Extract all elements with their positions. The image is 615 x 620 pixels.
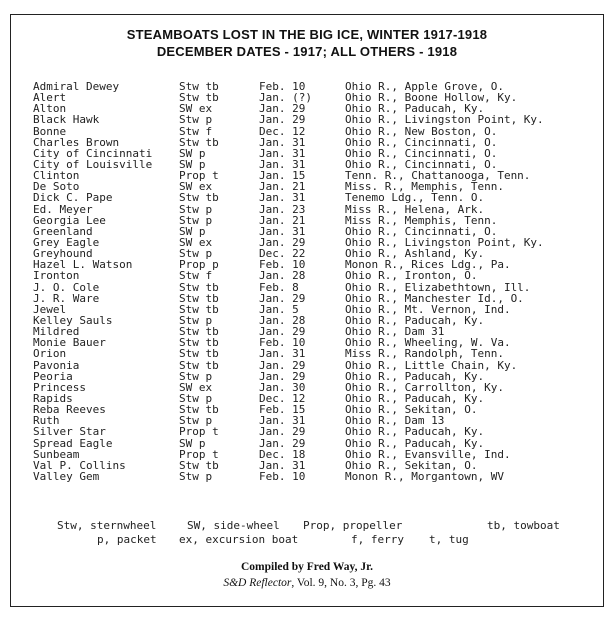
loss-date: Jan. 31 — [259, 414, 306, 428]
loss-location: Ohio R., Paducah, Ky. — [345, 102, 485, 116]
boat-row — [33, 192, 603, 203]
loss-location: Ohio R., Cincinnati, O. — [345, 157, 498, 171]
boat-name: Kelley Sauls — [33, 313, 113, 327]
legend-prop: Prop, propeller — [303, 519, 403, 532]
loss-date: Jan. 21 — [259, 213, 306, 227]
loss-location: Ohio R., New Boston, O. — [345, 124, 498, 138]
boat-row — [33, 181, 603, 192]
loss-location: Ohio R., Ashland, Ky. — [345, 247, 485, 261]
boat-row — [33, 293, 603, 304]
boat-name: De Soto — [33, 180, 80, 194]
loss-location: Ohio R., Paducah, Ky. — [345, 369, 485, 383]
loss-location: Ohio R., Carrollton, Ky. — [345, 380, 504, 394]
boat-row — [33, 237, 603, 248]
boat-name: Alert — [33, 91, 67, 105]
loss-date: Jan. 5 — [259, 302, 299, 316]
boat-name: Dick C. Pape — [33, 191, 113, 205]
loss-location: Miss R., Randolph, Tenn. — [345, 347, 504, 361]
boat-type: Stw tb — [179, 347, 219, 361]
loss-location: Ohio R., Manchester Id., O. — [345, 291, 524, 305]
boat-name: Sunbeam — [33, 447, 80, 461]
loss-location: Monon R., Rices Ldg., Pa. — [345, 258, 511, 272]
boat-name: City of Cincinnati — [33, 146, 153, 160]
loss-date: Jan. 29 — [259, 436, 306, 450]
boat-name: City of Louisville — [33, 157, 153, 171]
boat-type: Stw tb — [179, 291, 219, 305]
boat-row — [33, 170, 603, 181]
boat-type: SW ex — [179, 380, 213, 394]
boat-type: Stw p — [179, 414, 213, 428]
boat-row — [33, 348, 603, 359]
boat-name: Clinton — [33, 169, 80, 183]
loss-location: Ohio R., Cincinnati, O. — [345, 146, 498, 160]
boat-row — [33, 371, 603, 382]
boat-type: SW ex — [179, 102, 213, 116]
loss-location: Ohio R., Paducah, Ky. — [345, 425, 485, 439]
boat-name: Charles Brown — [33, 135, 120, 149]
loss-date: Jan. 31 — [259, 146, 306, 160]
loss-location: Ohio R., Livingston Point, Ky. — [345, 235, 544, 249]
loss-date: Jan. 15 — [259, 169, 306, 183]
loss-location: Ohio R., Wheeling, W. Va. — [345, 336, 511, 350]
boat-name: Black Hawk — [33, 113, 100, 127]
boat-type: Stw p — [179, 469, 213, 483]
boat-type: Stw tb — [179, 336, 219, 350]
boat-type: Stw p — [179, 202, 213, 216]
loss-location: Ohio R., Paducah, Ky. — [345, 436, 485, 450]
boat-name: Princess — [33, 380, 86, 394]
boat-row — [33, 460, 603, 471]
loss-location: Ohio R., Apple Grove, O. — [345, 80, 504, 93]
loss-date: Feb. 10 — [259, 80, 306, 93]
loss-date: Feb. 10 — [259, 336, 306, 350]
legend-sw: SW, side-wheel — [187, 519, 280, 532]
boat-type: Stw p — [179, 213, 213, 227]
boat-type: Stw tb — [179, 91, 219, 105]
journal-name: S&D Reflector — [223, 577, 292, 589]
loss-date: Jan. 29 — [259, 235, 306, 249]
loss-date: Dec. 12 — [259, 391, 306, 405]
boat-type: SW p — [179, 224, 206, 238]
loss-location: Miss. R., Memphis, Tenn. — [345, 180, 504, 194]
loss-date: Jan. 29 — [259, 358, 306, 372]
boat-name: Silver Star — [33, 425, 106, 439]
loss-location: Ohio R., Evansville, Ind. — [345, 447, 511, 461]
boat-row — [33, 382, 603, 393]
loss-date: Jan. 31 — [259, 224, 306, 238]
boat-row — [33, 315, 603, 326]
document-subtitle: DECEMBER DATES - 1917; ALL OTHERS - 1918 — [156, 44, 458, 59]
boat-row — [33, 270, 603, 281]
boat-name: Jewel — [33, 302, 67, 316]
boat-row — [33, 404, 603, 415]
loss-date: Jan. 28 — [259, 313, 306, 327]
boat-row — [33, 259, 603, 270]
boat-name: Georgia Lee — [33, 213, 106, 227]
boat-type: Stw tb — [179, 80, 219, 93]
loss-date: Jan. (?) — [259, 91, 312, 105]
boat-type: Stw f — [179, 124, 213, 138]
boat-name: Ruth — [33, 414, 60, 428]
boat-row — [33, 360, 603, 371]
loss-location: Ohio R., Dam 31 — [345, 325, 445, 339]
loss-location: Ohio R., Cincinnati, O. — [345, 224, 498, 238]
boat-name: Alton — [33, 102, 67, 116]
boat-name: Orion — [33, 347, 67, 361]
boat-name: Spread Eagle — [33, 436, 113, 450]
loss-location: Ohio R., Cincinnati, O. — [345, 135, 498, 149]
boat-row — [33, 92, 603, 103]
loss-date: Jan. 31 — [259, 191, 306, 205]
loss-date: Feb. 10 — [259, 258, 306, 272]
loss-location: Ohio R., Boone Hollow, Ky. — [345, 91, 518, 105]
boat-type: Stw tb — [179, 191, 219, 205]
boat-row — [33, 393, 603, 404]
boat-type: Stw p — [179, 313, 213, 327]
legend-f: f, ferry — [351, 533, 404, 546]
boat-type: Stw p — [179, 247, 213, 261]
boat-type: SW p — [179, 146, 206, 160]
boat-row — [33, 326, 603, 337]
loss-location: Tenn. R., Chattanooga, Tenn. — [345, 169, 531, 183]
boat-type: Stw tb — [179, 403, 219, 417]
loss-date: Feb. 15 — [259, 403, 306, 417]
boat-name: Rapids — [33, 391, 73, 405]
boat-type: Stw tb — [179, 458, 219, 472]
boat-name: Valley Gem — [33, 469, 100, 483]
loss-location: Ohio R., Paducah, Ky. — [345, 391, 485, 405]
boat-name: Reba Reeves — [33, 403, 106, 417]
loss-date: Dec. 18 — [259, 447, 306, 461]
loss-date: Jan. 29 — [259, 369, 306, 383]
boat-name: Admiral Dewey — [33, 80, 120, 93]
boat-name: J. O. Cole — [33, 280, 100, 294]
loss-location: Ohio R., Livingston Point, Ky. — [345, 113, 544, 127]
loss-location: Tenemo Ldg., Tenn. O. — [345, 191, 485, 205]
boat-row — [33, 438, 603, 449]
loss-location: Ohio R., Paducah, Ky. — [345, 313, 485, 327]
boat-name: Mildred — [33, 325, 80, 339]
loss-location: Ohio R., Elizabethtown, Ill. — [345, 280, 531, 294]
boat-row — [33, 114, 603, 125]
legend-tb: tb, towboat — [487, 519, 560, 532]
boat-list — [33, 81, 603, 482]
loss-location: Ohio R., Sekitan, O. — [345, 403, 478, 417]
boat-name: Peoria — [33, 369, 73, 383]
loss-date: Jan. 31 — [259, 347, 306, 361]
boat-row — [33, 304, 603, 315]
boat-name: Bonne — [33, 124, 67, 138]
legend-p: p, packet — [97, 533, 157, 546]
boat-name: Greenland — [33, 224, 93, 238]
boat-name: Hazel L. Watson — [33, 258, 133, 272]
loss-date: Jan. 21 — [259, 180, 306, 194]
boat-row — [33, 471, 603, 482]
loss-date: Dec. 12 — [259, 124, 306, 138]
legend-stw: Stw, sternwheel — [57, 519, 157, 532]
boat-type: SW ex — [179, 180, 213, 194]
loss-location: Ohio R., Little Chain, Ky. — [345, 358, 518, 372]
boat-type: Stw tb — [179, 135, 219, 149]
loss-location: Ohio R., Mt. Vernon, Ind. — [345, 302, 511, 316]
legend-t: t, tug — [429, 533, 469, 546]
boat-row — [33, 282, 603, 293]
boat-row — [33, 81, 603, 92]
loss-date: Jan. 28 — [259, 269, 306, 283]
boat-type: SW p — [179, 157, 206, 171]
boat-name: J. R. Ware — [33, 291, 100, 305]
boat-name: Ironton — [33, 269, 80, 283]
boat-type: Stw tb — [179, 325, 219, 339]
boat-row — [33, 204, 603, 215]
boat-row — [33, 337, 603, 348]
loss-date: Jan. 29 — [259, 425, 306, 439]
legend-ex: ex, excursion boat — [179, 533, 299, 546]
loss-date: Jan. 29 — [259, 325, 306, 339]
boat-name: Monie Bauer — [33, 336, 106, 350]
loss-location: Ohio R., Ironton, O. — [345, 269, 478, 283]
boat-type: Prop t — [179, 425, 219, 439]
boat-name: Pavonia — [33, 358, 80, 372]
boat-type: Prop p — [179, 258, 219, 272]
loss-date: Feb. 10 — [259, 469, 306, 483]
loss-date: Jan. 31 — [259, 135, 306, 149]
boat-name: Ed. Meyer — [33, 202, 93, 216]
loss-location: Miss R., Helena, Ark. — [345, 202, 485, 216]
boat-type: Stw f — [179, 269, 213, 283]
boat-name: Greyhound — [33, 247, 93, 261]
boat-name: Val P. Collins — [33, 458, 126, 472]
loss-location: Monon R., Morgantown, WV — [345, 469, 504, 483]
boat-type: Prop t — [179, 447, 219, 461]
journal-issue: , Vol. 9, No. 3, Pg. 43 — [291, 577, 391, 589]
loss-location: Miss R., Memphis, Tenn. — [345, 213, 498, 227]
boat-type: Stw p — [179, 369, 213, 383]
source-citation — [11, 577, 603, 589]
boat-type: SW ex — [179, 235, 213, 249]
boat-type: Stw tb — [179, 358, 219, 372]
document-title: STEAMBOATS LOST IN THE BIG ICE, WINTER 1917-1918 — [126, 27, 488, 42]
loss-location: Ohio R., Dam 13 — [345, 414, 445, 428]
boat-type: Stw p — [179, 391, 213, 405]
boat-name: Grey Eagle — [33, 235, 100, 249]
loss-date: Dec. 22 — [259, 247, 306, 261]
loss-date: Jan. 23 — [259, 202, 306, 216]
boat-row — [33, 215, 603, 226]
compiler-credit: Compiled by Fred Way, Jr. — [240, 561, 374, 573]
loss-location: Ohio R., Sekitan, O. — [345, 458, 478, 472]
loss-date: Jan. 31 — [259, 157, 306, 171]
boat-type: Stw p — [179, 113, 213, 127]
loss-date: Jan. 31 — [259, 458, 306, 472]
loss-date: Jan. 30 — [259, 380, 306, 394]
boat-type: Stw tb — [179, 280, 219, 294]
document-frame — [10, 14, 604, 607]
loss-date: Jan. 29 — [259, 113, 306, 127]
boat-type: Stw tb — [179, 302, 219, 316]
boat-type: Prop t — [179, 169, 219, 183]
loss-date: Feb. 8 — [259, 280, 299, 294]
boat-type: SW p — [179, 436, 206, 450]
loss-date: Jan. 29 — [259, 102, 306, 116]
loss-date: Jan. 29 — [259, 291, 306, 305]
boat-row — [33, 415, 603, 426]
boat-row — [33, 426, 603, 437]
